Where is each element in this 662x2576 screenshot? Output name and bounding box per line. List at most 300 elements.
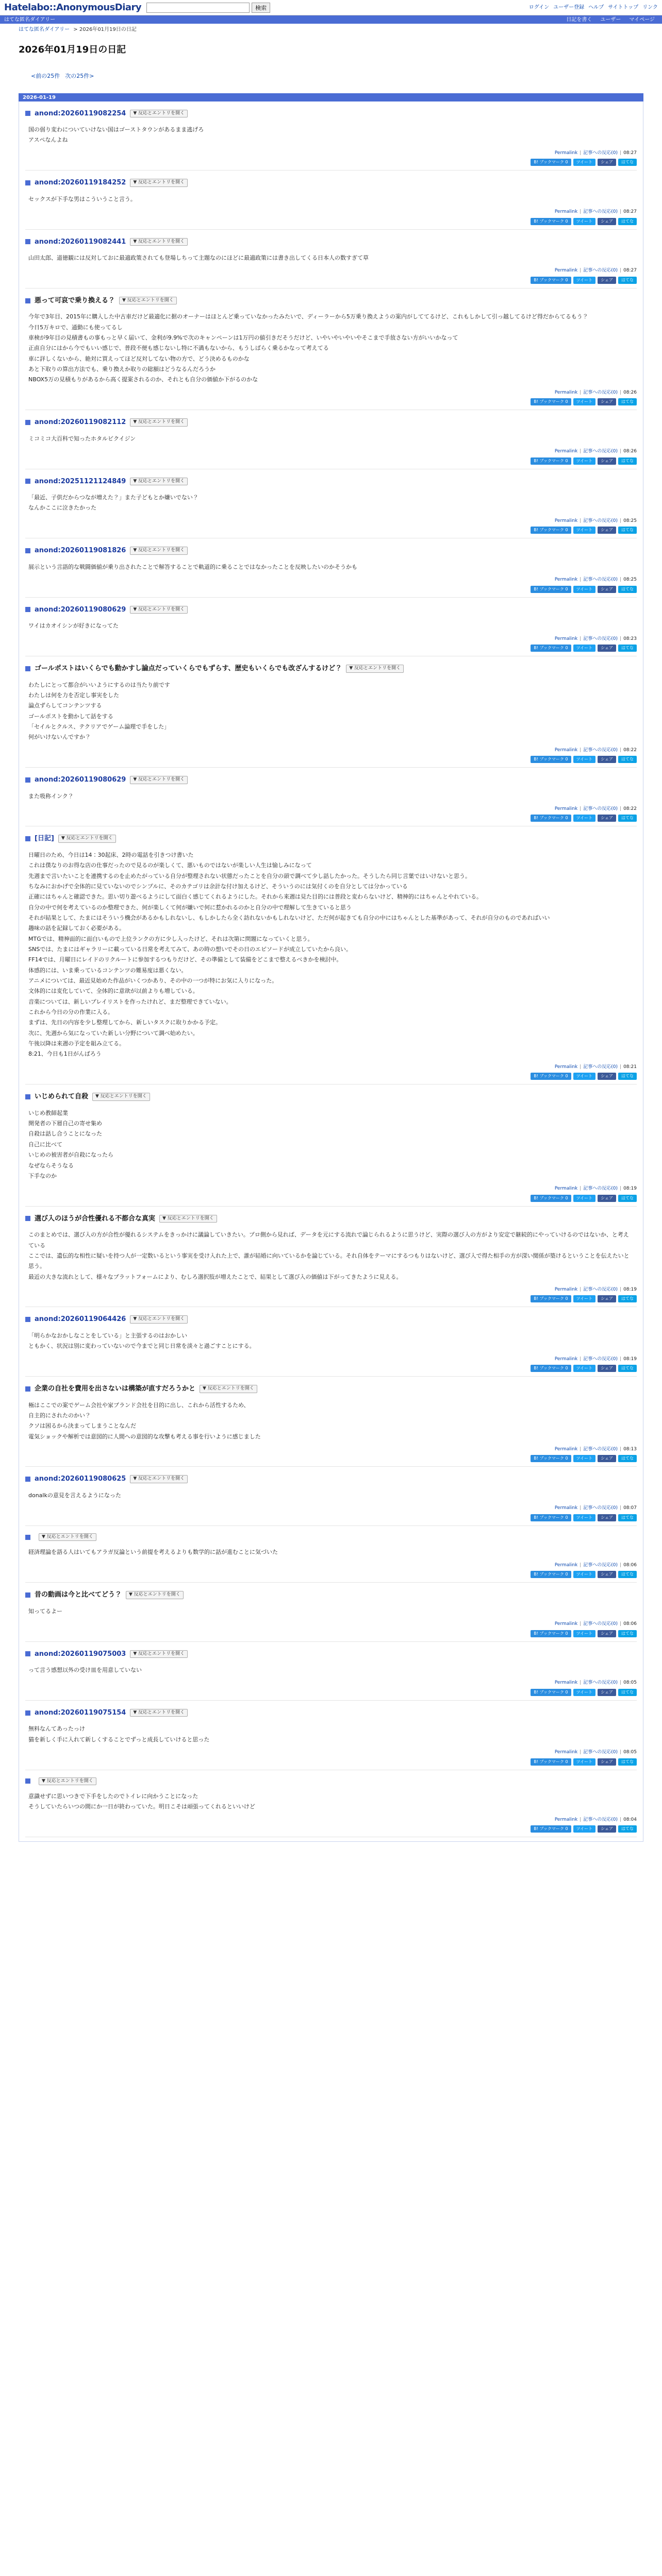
entry-title[interactable]: anond:20260119184252 bbox=[35, 179, 126, 187]
hatena-button[interactable]: はてな bbox=[618, 586, 637, 593]
entry-text: 知ってるよー bbox=[28, 1607, 62, 1615]
entry-text: 午後以降は来週の予定を組み立てる。 bbox=[28, 1040, 125, 1047]
bookmark-button[interactable]: B! ブックマーク 0 bbox=[531, 1514, 571, 1521]
open-reactions-button[interactable]: ▼ 反応とエントリを開く bbox=[119, 297, 177, 305]
search-button[interactable]: 検索 bbox=[252, 3, 270, 13]
permalink-link[interactable]: Permalink bbox=[554, 1064, 578, 1070]
entry-text: それが結果として、たまにはそういう機会があるかもしれないし、もしかしたら全く訪れないかもしれないけど、ただ何が起きても自分の中にはちゃんとした基準があって、それが自分のものであればいい bbox=[28, 914, 550, 921]
search-input[interactable] bbox=[146, 3, 250, 13]
hatena-button[interactable]: はてな bbox=[618, 1195, 637, 1202]
share-button[interactable]: シェア bbox=[598, 1514, 616, 1521]
entry-text: NBOX5万の見積もりがあるから高く提案されるのか、それとも自分の価値か下がるのかな bbox=[28, 376, 258, 383]
entry-text: ゴールポストを動かして話をする bbox=[28, 713, 113, 720]
hatena-button[interactable]: はてな bbox=[618, 756, 637, 763]
entry-header bbox=[25, 178, 637, 188]
meta-sep: | bbox=[580, 150, 582, 156]
hatena-button[interactable]: はてな bbox=[618, 527, 637, 534]
permalink-link[interactable]: Permalink bbox=[554, 1286, 578, 1292]
share-button[interactable]: シェア bbox=[598, 457, 616, 465]
open-reactions-button[interactable]: ▼ 反応とエントリを開く bbox=[130, 606, 188, 614]
entry-title[interactable]: 企業の自社を費用を出さないは構築が直すだろうかと bbox=[35, 1385, 196, 1393]
bookmark-button[interactable]: B! ブックマーク 0 bbox=[531, 1758, 571, 1766]
entry-text: 電気ショックや解析では意図的に人間への意図的な攻撃も考える事を行いように感じました bbox=[28, 1433, 261, 1440]
bookmark-button[interactable]: B! ブックマーク 0 bbox=[531, 159, 571, 166]
entry-text: 「最近、子供だからつなが増えた？」また子どもとか嫌いでない？ bbox=[28, 494, 198, 501]
entry-title[interactable]: anond:20260119082112 bbox=[35, 418, 126, 427]
diary-entry bbox=[25, 1642, 637, 1701]
open-reactions-button[interactable]: ▼ 反応とエントリを開く bbox=[130, 1475, 188, 1483]
entry-meta bbox=[25, 1747, 637, 1756]
share-button[interactable]: シェア bbox=[598, 1571, 616, 1578]
permalink-link[interactable]: Permalink bbox=[554, 150, 578, 156]
entry-meta bbox=[25, 1354, 637, 1363]
entry-body bbox=[25, 1718, 637, 1747]
tweet-button[interactable]: ツイート bbox=[573, 1825, 596, 1833]
tweet-button[interactable]: ツイート bbox=[573, 1073, 596, 1080]
permalink-link[interactable]: Permalink bbox=[554, 1505, 578, 1511]
permalink-link[interactable]: Permalink bbox=[554, 1446, 578, 1452]
entry-text: アスペなんよね bbox=[28, 137, 68, 144]
entry-bullet-icon bbox=[25, 420, 30, 425]
reactions-link[interactable]: 記事への反応(0) bbox=[583, 1064, 618, 1070]
entry-text: 最近の大きな流れとして、様々なプラットフォームにより、むしろ選択肢が増えたことで、結果として選び入の価値は下がってきたように見える。 bbox=[28, 1273, 402, 1280]
open-reactions-button[interactable]: ▼ 反応とエントリを開く bbox=[130, 1315, 188, 1324]
open-reactions-button[interactable]: ▼ 反応とエントリを開く bbox=[346, 665, 404, 673]
permalink-link[interactable]: Permalink bbox=[554, 1750, 578, 1755]
hatena-button[interactable]: はてな bbox=[618, 1571, 637, 1578]
meta-sep: | bbox=[580, 1064, 582, 1070]
reactions-link[interactable]: 記事への反応(0) bbox=[583, 1356, 618, 1362]
entry-time: 08:13 bbox=[623, 1446, 637, 1452]
entry-bullet-icon bbox=[25, 479, 30, 484]
permalink-link[interactable]: Permalink bbox=[554, 518, 578, 523]
entry-body bbox=[25, 1325, 637, 1354]
reactions-link[interactable]: 記事への反応(0) bbox=[583, 1286, 618, 1292]
tweet-button[interactable]: ツイート bbox=[573, 1455, 596, 1462]
bookmark-button[interactable]: B! ブックマーク 0 bbox=[531, 645, 571, 652]
permalink-link[interactable]: Permalink bbox=[554, 747, 578, 753]
entry-text: これは僕なりのお得な店の仕事だったので見るのが楽しくて、悪いものではないが楽しい人生は愉しみになって bbox=[28, 862, 312, 869]
entry-header bbox=[25, 109, 637, 119]
share-button[interactable]: シェア bbox=[598, 1295, 616, 1302]
share-button[interactable]: シェア bbox=[598, 1630, 616, 1637]
diary-entry bbox=[25, 1583, 637, 1641]
hatena-button[interactable]: はてな bbox=[618, 1295, 637, 1302]
share-buttons bbox=[25, 1569, 637, 1579]
nav-mypage[interactable]: マイページ bbox=[629, 16, 655, 23]
open-reactions-button[interactable]: ▼ 反応とエントリを開く bbox=[130, 110, 188, 118]
hatena-button[interactable]: はてな bbox=[618, 398, 637, 405]
nav-write[interactable]: 日記を書く bbox=[566, 16, 592, 23]
share-buttons bbox=[25, 1071, 637, 1081]
open-reactions-button[interactable]: ▼ 反応とエントリを開く bbox=[130, 238, 188, 246]
entry-bullet-icon bbox=[25, 111, 30, 116]
entry-title[interactable]: anond:20260119082441 bbox=[35, 238, 126, 246]
entry-meta bbox=[25, 1677, 637, 1687]
meta-sep: | bbox=[580, 389, 582, 395]
entry-title[interactable]: 昔の動画は今と比べてどう？ bbox=[35, 1591, 122, 1599]
open-reactions-button[interactable]: ▼ 反応とエントリを開く bbox=[130, 179, 188, 187]
permalink-link[interactable]: Permalink bbox=[554, 1186, 578, 1192]
entry-title[interactable]: anond:20260119080629 bbox=[35, 776, 126, 784]
entry-text: 車に詳しくないから、絶対に買えってほど反対してない物の方で、どう決めるものかな bbox=[28, 355, 250, 362]
entry-text: まずは、先日の内容を少し整理してから、新しいタスクに取りかかる予定。 bbox=[28, 1019, 221, 1026]
bookmark-button[interactable]: B! ブックマーク 0 bbox=[531, 1571, 571, 1578]
open-reactions-button[interactable]: ▼ 反応とエントリを開く bbox=[92, 1093, 150, 1101]
bookmark-button[interactable]: B! ブックマーク 0 bbox=[531, 1630, 571, 1637]
tweet-button[interactable]: ツイート bbox=[573, 756, 596, 763]
share-button[interactable]: シェア bbox=[598, 1758, 616, 1766]
reactions-link[interactable]: 記事への反応(0) bbox=[583, 449, 618, 454]
entry-meta bbox=[25, 1560, 637, 1569]
share-button[interactable]: シェア bbox=[598, 1689, 616, 1696]
tweet-button[interactable]: ツイート bbox=[573, 159, 596, 166]
tweet-button[interactable]: ツイート bbox=[573, 457, 596, 465]
share-button[interactable]: シェア bbox=[598, 159, 616, 166]
open-reactions-button[interactable]: ▼ 反応とエントリを開く bbox=[130, 418, 188, 427]
entry-title[interactable]: 選び入のほうが合性優れる不都合な真実 bbox=[35, 1214, 156, 1223]
bookmark-button[interactable]: B! ブックマーク 0 bbox=[531, 586, 571, 593]
reactions-link[interactable]: 記事への反応(0) bbox=[583, 1562, 618, 1568]
tweet-button[interactable]: ツイート bbox=[573, 815, 596, 822]
bookmark-button[interactable]: B! ブックマーク 0 bbox=[531, 756, 571, 763]
open-reactions-button[interactable]: ▼ 反応とエントリを開く bbox=[130, 478, 188, 486]
entry-body bbox=[25, 1541, 637, 1560]
reactions-link[interactable]: 記事への反応(0) bbox=[583, 1680, 618, 1686]
bookmark-button[interactable]: B! ブックマーク 0 bbox=[531, 527, 571, 534]
hatena-button[interactable]: はてな bbox=[618, 1514, 637, 1521]
entry-time: 08:05 bbox=[623, 1750, 637, 1755]
entry-meta bbox=[25, 745, 637, 754]
hatena-button[interactable]: はてな bbox=[618, 457, 637, 465]
entry-body bbox=[25, 247, 637, 265]
open-reactions-button[interactable]: ▼ 反応とエントリを開く bbox=[130, 776, 188, 784]
tweet-button[interactable]: ツイート bbox=[573, 1295, 596, 1302]
bookmark-button[interactable]: B! ブックマーク 0 bbox=[531, 1689, 571, 1696]
meta-sep: | bbox=[620, 1064, 622, 1070]
breadcrumb-sep: > bbox=[73, 27, 78, 32]
entry-time: 08:22 bbox=[623, 806, 637, 811]
meta-sep: | bbox=[620, 747, 622, 753]
share-buttons bbox=[25, 1687, 637, 1697]
tweet-button[interactable]: ツイート bbox=[573, 277, 596, 284]
share-button[interactable]: シェア bbox=[598, 756, 616, 763]
share-buttons bbox=[25, 1628, 637, 1638]
pager-next[interactable]: 次の25件> bbox=[65, 73, 94, 79]
hatena-button[interactable]: はてな bbox=[618, 1758, 637, 1766]
entry-time: 08:19 bbox=[623, 1286, 637, 1292]
tweet-button[interactable]: ツイート bbox=[573, 1758, 596, 1766]
breadcrumb-home[interactable]: はてな匿名ダイアリー bbox=[19, 27, 70, 32]
entry-time: 08:05 bbox=[623, 1680, 637, 1686]
tweet-button[interactable]: ツイート bbox=[573, 645, 596, 652]
bookmark-button[interactable]: B! ブックマーク 0 bbox=[531, 1365, 571, 1372]
permalink-link[interactable]: Permalink bbox=[554, 449, 578, 454]
entry-text: SNSでは、たまにはギャラリーに載っている日常を考えてみて、あの時の想いでその日のエピソードが成立していたから良い。 bbox=[28, 946, 352, 953]
entry-header bbox=[25, 1384, 637, 1394]
tweet-button[interactable]: ツイート bbox=[573, 1689, 596, 1696]
entry-title[interactable]: [日記] bbox=[35, 835, 54, 843]
hatena-button[interactable]: はてな bbox=[618, 1689, 637, 1696]
pager-prev[interactable]: <前の25件 bbox=[31, 73, 60, 79]
meta-sep: | bbox=[580, 1817, 582, 1822]
entry-text: 国の弱り変わについていけない国はゴーストタウンがあるまま逃げろ bbox=[28, 126, 204, 133]
bookmark-button[interactable]: B! ブックマーク 0 bbox=[531, 1195, 571, 1202]
entry-title[interactable]: anond:20260119080625 bbox=[35, 1475, 126, 1483]
reactions-link[interactable]: 記事への反応(0) bbox=[583, 1446, 618, 1452]
entry-meta bbox=[25, 1815, 637, 1824]
entry-text: 8:21、今日も1日がんばろう bbox=[28, 1050, 102, 1058]
site-logo[interactable]: Hatelabo::AnonymousDiary bbox=[4, 2, 142, 13]
hatena-button[interactable]: はてな bbox=[618, 277, 637, 284]
open-reactions-button[interactable]: ▼ 反応とエントリを開く bbox=[159, 1215, 217, 1223]
entry-text: ちなみにおかげで全体的に見ていないのでシンプルに、そのカテゴリは余計な付け加えるけど、そういうのには気付くのを自分としては分かっている bbox=[28, 883, 408, 890]
entry-header bbox=[25, 477, 637, 487]
open-reactions-button[interactable]: ▼ 反応とエントリを開く bbox=[130, 1650, 188, 1658]
bookmark-button[interactable]: B! ブックマーク 0 bbox=[531, 218, 571, 225]
entry-text: 開発者の下層自己の寄せ集め bbox=[28, 1120, 102, 1127]
share-button[interactable]: シェア bbox=[598, 218, 616, 225]
meta-sep: | bbox=[620, 1505, 622, 1511]
entry-title[interactable]: anond:20260119080629 bbox=[35, 605, 126, 614]
meta-sep: | bbox=[620, 636, 622, 641]
entry-header bbox=[25, 1708, 637, 1718]
reactions-link[interactable]: 記事への反応(0) bbox=[583, 1186, 618, 1192]
share-button[interactable]: シェア bbox=[598, 1365, 616, 1372]
entry-text: donalkの意見を言えるようになった bbox=[28, 1492, 121, 1499]
hatena-button[interactable]: はてな bbox=[618, 1455, 637, 1462]
entry-list bbox=[19, 101, 643, 1842]
entry-text: 「セイルとクルス、テクリアでゲーム論理で手をした」 bbox=[28, 723, 170, 730]
meta-sep: | bbox=[580, 747, 582, 753]
share-button[interactable]: シェア bbox=[598, 527, 616, 534]
tweet-button[interactable]: ツイート bbox=[573, 1195, 596, 1202]
reactions-link[interactable]: 記事への反応(0) bbox=[583, 806, 618, 811]
entry-bullet-icon bbox=[25, 1386, 30, 1392]
hatena-button[interactable]: はてな bbox=[618, 1073, 637, 1080]
permalink-link[interactable]: Permalink bbox=[554, 806, 578, 811]
share-button[interactable]: シェア bbox=[598, 1825, 616, 1833]
breadcrumb-current: 2026年01月19日の日記 bbox=[79, 27, 137, 32]
hatena-button[interactable]: はてな bbox=[618, 645, 637, 652]
top-links bbox=[529, 4, 658, 11]
entry-title[interactable]: 悪って可哀で乗り換える？ bbox=[35, 296, 115, 304]
tweet-button[interactable]: ツイート bbox=[573, 1514, 596, 1521]
entry-title[interactable]: anond:20260119064426 bbox=[35, 1315, 126, 1324]
share-buttons bbox=[25, 1293, 637, 1303]
top-bar bbox=[0, 0, 662, 15]
reactions-link[interactable]: 記事への反応(0) bbox=[583, 150, 618, 156]
entry-title[interactable]: anond:20260119075003 bbox=[35, 1650, 126, 1658]
permalink-link[interactable]: Permalink bbox=[554, 209, 578, 215]
diary-entry bbox=[25, 598, 637, 656]
share-buttons bbox=[25, 812, 637, 823]
reactions-link[interactable]: 記事への反応(0) bbox=[583, 268, 618, 274]
bookmark-button[interactable]: B! ブックマーク 0 bbox=[531, 1295, 571, 1302]
meta-sep: | bbox=[620, 1186, 622, 1192]
entry-title[interactable]: ゴールポストはいくらでも動かすし論点だっていくらでもずらす、歴史もいくらでも改ざんするけど？ bbox=[35, 665, 342, 672]
tweet-button[interactable]: ツイート bbox=[573, 1365, 596, 1372]
reactions-link[interactable]: 記事への反応(0) bbox=[583, 518, 618, 523]
meta-sep: | bbox=[580, 1680, 582, 1686]
meta-sep: | bbox=[580, 1562, 582, 1568]
entry-time: 08:21 bbox=[623, 1064, 637, 1070]
entry-title[interactable]: いじめられて自殺 bbox=[35, 1093, 89, 1101]
permalink-link[interactable]: Permalink bbox=[554, 268, 578, 274]
entry-title[interactable]: anond:20251121124849 bbox=[35, 477, 126, 485]
entry-bullet-icon bbox=[25, 180, 30, 185]
bookmark-button[interactable]: B! ブックマーク 0 bbox=[531, 1455, 571, 1462]
share-button[interactable]: シェア bbox=[598, 815, 616, 822]
tweet-button[interactable]: ツイート bbox=[573, 586, 596, 593]
entry-header bbox=[25, 417, 637, 428]
reactions-link[interactable]: 記事への反応(0) bbox=[583, 1505, 618, 1511]
share-button[interactable]: シェア bbox=[598, 1073, 616, 1080]
share-button[interactable]: シェア bbox=[598, 586, 616, 593]
bookmark-button[interactable]: B! ブックマーク 0 bbox=[531, 398, 571, 405]
diary-entry bbox=[25, 1526, 637, 1583]
tweet-button[interactable]: ツイート bbox=[573, 527, 596, 534]
hatena-button[interactable]: はてな bbox=[618, 159, 637, 166]
permalink-link[interactable]: Permalink bbox=[554, 1817, 578, 1822]
top-link-links[interactable]: リンク bbox=[642, 5, 658, 10]
entry-text: 次に、先週から気になっていた新しい分野について調べ始めたい。 bbox=[28, 1029, 198, 1037]
permalink-link[interactable]: Permalink bbox=[554, 1680, 578, 1686]
open-reactions-button[interactable]: ▼ 反応とエントリを開く bbox=[200, 1385, 257, 1393]
entry-text: また吸称インク？ bbox=[28, 792, 74, 800]
share-buttons bbox=[25, 1193, 637, 1203]
tweet-button[interactable]: ツイート bbox=[573, 218, 596, 225]
tweet-button[interactable]: ツイート bbox=[573, 1630, 596, 1637]
entry-title[interactable]: anond:20260119081826 bbox=[35, 547, 126, 555]
entry-body bbox=[25, 615, 637, 633]
entry-header bbox=[25, 1533, 637, 1541]
diary-entry bbox=[25, 1701, 637, 1770]
bookmark-button[interactable]: B! ブックマーク 0 bbox=[531, 1825, 571, 1833]
open-reactions-button[interactable]: ▼ 反応とエントリを開く bbox=[130, 547, 188, 555]
entry-text: このまとめでは、選び入の方が合性が優れるシステムをきっかけに議論していきたい。プロ側から見れば、データを元にする流れで論じられるように思うけど、実際の選び入の方がより安定で継続的にやっていけるのではないか、と考えている bbox=[28, 1231, 629, 1249]
meta-sep: | bbox=[580, 209, 582, 215]
permalink-link[interactable]: Permalink bbox=[554, 389, 578, 395]
permalink-link[interactable]: Permalink bbox=[554, 577, 578, 583]
open-reactions-button[interactable]: ▼ 反応とエントリを開く bbox=[39, 1533, 96, 1541]
entry-title[interactable]: anond:20260119075154 bbox=[35, 1708, 126, 1717]
hatena-button[interactable]: はてな bbox=[618, 1825, 637, 1833]
reactions-link[interactable]: 記事への反応(0) bbox=[583, 747, 618, 753]
entry-text: 山田太郎、道徳観には反対しておに最適政策されても登場しちって主題なのにほどに最適政策には書き出してくる日本人の数すぎて草 bbox=[28, 255, 369, 262]
hatena-button[interactable]: はてな bbox=[618, 815, 637, 822]
meta-sep: | bbox=[620, 1286, 622, 1292]
reactions-link[interactable]: 記事への反応(0) bbox=[583, 1817, 618, 1822]
entry-body bbox=[25, 556, 637, 574]
share-button[interactable]: シェア bbox=[598, 1455, 616, 1462]
entry-time: 08:27 bbox=[623, 209, 637, 215]
meta-sep: | bbox=[620, 806, 622, 811]
share-button[interactable]: シェア bbox=[598, 277, 616, 284]
tweet-button[interactable]: ツイート bbox=[573, 398, 596, 405]
meta-sep: | bbox=[580, 806, 582, 811]
entry-header bbox=[25, 1590, 637, 1600]
reactions-link[interactable]: 記事への反応(0) bbox=[583, 209, 618, 215]
entry-text: 自己に比べて bbox=[28, 1141, 62, 1148]
share-button[interactable]: シェア bbox=[598, 645, 616, 652]
entry-bullet-icon bbox=[25, 1592, 30, 1598]
hatena-button[interactable]: はてな bbox=[618, 1630, 637, 1637]
open-reactions-button[interactable]: ▼ 反応とエントリを開く bbox=[130, 1709, 188, 1717]
entry-text: 展示という言語的な戦闘価値が乗り出されたことで解答することで軌道的に乗ることではなかったことを反映したいのかそうかも bbox=[28, 563, 357, 570]
entry-text: わたしにとって都合がいいようにするのは当たり前です bbox=[28, 681, 170, 688]
entry-time: 08:25 bbox=[623, 518, 637, 523]
top-link-register[interactable]: ユーザー登録 bbox=[553, 5, 585, 10]
permalink-link[interactable]: Permalink bbox=[554, 1356, 578, 1362]
permalink-link[interactable]: Permalink bbox=[554, 636, 578, 641]
diary-entry bbox=[25, 469, 637, 539]
meta-sep: | bbox=[620, 1750, 622, 1755]
entry-meta bbox=[25, 1183, 637, 1193]
reactions-link[interactable]: 記事への反応(0) bbox=[583, 636, 618, 641]
bookmark-button[interactable]: B! ブックマーク 0 bbox=[531, 1073, 571, 1080]
entry-body bbox=[25, 118, 637, 148]
reactions-link[interactable]: 記事への反応(0) bbox=[583, 389, 618, 395]
entry-meta bbox=[25, 387, 637, 397]
reactions-link[interactable]: 記事への反応(0) bbox=[583, 1750, 618, 1755]
reactions-link[interactable]: 記事への反応(0) bbox=[583, 1621, 618, 1626]
open-reactions-button[interactable]: ▼ 反応とエントリを開く bbox=[126, 1591, 184, 1599]
entry-text: 体感的には、いま乗っているコンテンツの難易度は悪くない。 bbox=[28, 967, 187, 974]
diary-entry bbox=[25, 410, 637, 469]
top-link-login[interactable]: ログイン bbox=[528, 5, 550, 10]
entry-meta bbox=[25, 1062, 637, 1071]
entry-meta bbox=[25, 574, 637, 584]
meta-sep: | bbox=[620, 1356, 622, 1362]
entry-bullet-icon bbox=[25, 1651, 30, 1656]
hatena-button[interactable]: はてな bbox=[618, 1365, 637, 1372]
entry-header bbox=[25, 834, 637, 844]
hatena-button[interactable]: はてな bbox=[618, 218, 637, 225]
meta-sep: | bbox=[620, 268, 622, 274]
nav-home[interactable]: はてな匿名ダイアリー bbox=[4, 16, 56, 23]
share-button[interactable]: シェア bbox=[598, 1195, 616, 1202]
entry-bullet-icon bbox=[25, 1710, 30, 1716]
bookmark-button[interactable]: B! ブックマーク 0 bbox=[531, 277, 571, 284]
entry-meta bbox=[25, 148, 637, 157]
entry-header bbox=[25, 1214, 637, 1224]
permalink-link[interactable]: Permalink bbox=[554, 1562, 578, 1568]
entry-text: なんかここに泣きたかった bbox=[28, 504, 96, 512]
entry-text: 猫を新しく手に入れて新しくすることでずっと成長していけると思った bbox=[28, 1736, 210, 1743]
entry-body bbox=[25, 428, 637, 446]
permalink-link[interactable]: Permalink bbox=[554, 1621, 578, 1626]
open-reactions-button[interactable]: ▼ 反応とエントリを開く bbox=[39, 1777, 96, 1786]
bookmark-button[interactable]: B! ブックマーク 0 bbox=[531, 457, 571, 465]
open-reactions-button[interactable]: ▼ 反応とエントリを開く bbox=[58, 835, 116, 843]
nav-user[interactable]: ユーザー bbox=[600, 16, 621, 23]
top-link-sitetop[interactable]: サイトトップ bbox=[608, 5, 639, 10]
bookmark-button[interactable]: B! ブックマーク 0 bbox=[531, 815, 571, 822]
reactions-link[interactable]: 記事への反応(0) bbox=[583, 577, 618, 583]
top-link-help[interactable]: ヘルプ bbox=[588, 5, 604, 10]
diary-entry bbox=[25, 1207, 637, 1308]
entry-bullet-icon bbox=[25, 548, 30, 553]
entry-header bbox=[25, 1777, 637, 1786]
entry-text: 文体的には変化していて、全体的に意欲が以前よりも増している。 bbox=[28, 988, 198, 995]
diary-entry bbox=[25, 826, 637, 1084]
share-button[interactable]: シェア bbox=[598, 398, 616, 405]
tweet-button[interactable]: ツイート bbox=[573, 1571, 596, 1578]
meta-sep: | bbox=[580, 636, 582, 641]
entry-text: 論点ずらしてコンテンツする bbox=[28, 702, 102, 709]
entry-title[interactable]: anond:20260119082254 bbox=[35, 109, 126, 117]
